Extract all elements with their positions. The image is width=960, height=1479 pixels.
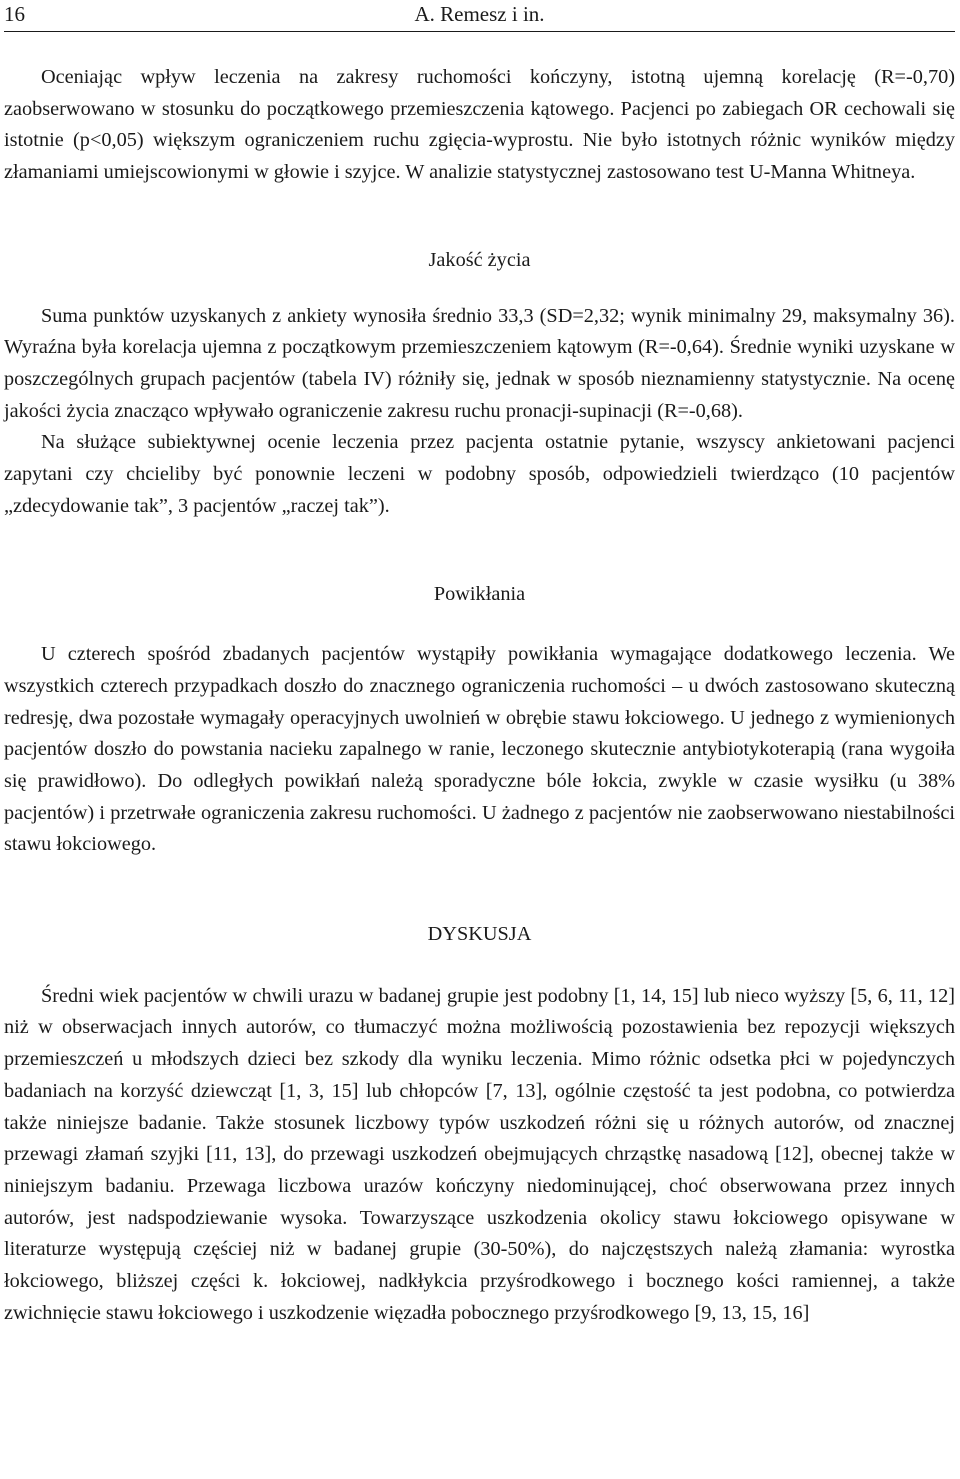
results-paragraph: Oceniając wpływ leczenia na zakresy ruchomości kończyny, istotną ujemną korelację (R=-0,70) zaobserwowano w stosunku do początkowego przemieszczenia kątowego. Pacjenci po zabiegach OR cechowali się istotnie (p<0,05) większym ograniczeniem ruchu zgięcia-wyprostu. Nie było istotnych różnic wyników między złamaniami umiejscowionymi w głowie i szyjce. W analizie statystycznej zastosowano test U-Manna Whitneya. bbox=[4, 66, 955, 184]
section-heading-discussion: DYSKUSJA bbox=[427, 923, 532, 946]
page-number: 16 bbox=[4, 2, 25, 26]
quality-paragraph-1: Suma punktów uzyskanych z ankiety wynosiła średnio 33,3 (SD=2,32; wynik minimalny 29, maksymalny 36). Wyraźna była korelacja ujemna z początkowym przemieszczeniem kątowym (R=-0,64). Średnie wyniki uzyskane w poszczególnych grupach pacjentów (tabela IV) różniły się, jednak w sposób nieznamienny statystycznie. Na ocenę jakości życia znacząco wpływało ograniczenie zakresu ruchu pronacji-supinacji (R=-0,68). bbox=[4, 304, 955, 422]
page-body bbox=[4, 62, 955, 1330]
page-header bbox=[4, 0, 955, 32]
discussion-paragraph: Średni wiek pacjentów w chwili urazu w badanej grupie jest podobny [1, 14, 15] lub nieco wyższy [5, 6, 11, 12] niż w obserwacjach innych autorów, co tłumaczyć można możliwością pozostawienia bez repozycji większych przemieszczeń u młodszych dzieci bez szkody dla wyniku leczenia. Mimo różnic odsetka płci w pojedynczych badaniach na korzyść dziewcząt [1, 3, 15] lub chłopców [7, 13], ogólnie częstość ta jest podobna, co potwierdza także niniejsze badanie. Także stosunek liczbowy typów uszkodzeń różni się u różnych autorów, od znacznej przewagi złamań szyjki [11, 13], do przewagi uszkodzeń obejmujących chrząstkę nasadową [12], obecnej także w niniejszym badaniu. Przewaga liczbowa urazów kończyny niedominującej, choć obserwowana przez innych autorów, jest nadspodziewanie wysoka. Towarzyszące uszkodzenia okolicy stawu łokciowego opisywane w literaturze występują częściej niż w badanej grupie (30-50%), do najczęstszych należą złamania: wyrostka łokciowego, bliższej części k. łokciowej, nadkłykcia przyśrodkowego i bocznego kości ramiennej, a także zwichnięcie stawu łokciowego i uszkodzenie więzadła pobocznego przyśrodkowego [9, 13, 15, 16] bbox=[4, 984, 955, 1324]
running-head: A. Remesz i in. bbox=[414, 2, 545, 26]
section-heading-quality-of-life: Jakość życia bbox=[428, 248, 531, 271]
section-heading-complications: Powikłania bbox=[433, 583, 526, 606]
quality-paragraph-2: Na służące subiektywnej ocenie leczenia przez pacjenta ostatnie pytanie, wszyscy ankietowani pacjenci zapytani czy chcieliby być ponownie leczeni w podobny sposób, odpowiedzieli twierdząco (10 pacjentów „zdecydowanie tak”, 3 pacjentów „raczej tak”). bbox=[4, 431, 955, 517]
document-page bbox=[4, 0, 955, 1324]
complications-paragraph: U czterech spośród zbadanych pacjentów wystąpiły powikłania wymagające dodatkowego leczenia. We wszystkich czterech przypadkach doszło do znacznego ograniczenia ruchomości – u dwóch zastosowano skuteczną redresję, dwa pozostałe wymagały operacyjnych uwolnień w obrębie stawu łokciowego. U jednego z wymienionych pacjentów doszło do powstania nacieku zapalnego w ranie, leczonego skutecznie antybiotykoterapią (rana wygoiła się prawidłowo). Do odległych powikłań należą sporadyczne bóle łokcia, zwykle w czasie wysiłku (u 38% pacjentów) i przetrwałe ograniczenia zakresu ruchomości. U żadnego z pacjentów nie zaobserwowano niestabilności stawu łokciowego. bbox=[4, 643, 955, 856]
